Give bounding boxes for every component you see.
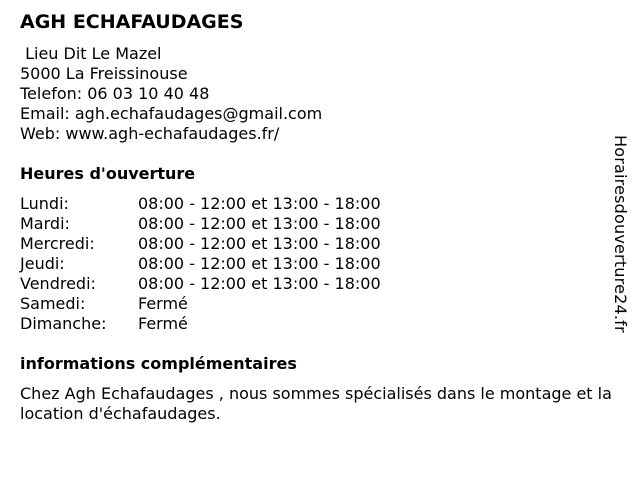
hours-row-wednesday — [20, 234, 381, 254]
hours-row-saturday — [20, 294, 381, 314]
day-label: Vendredi: — [20, 274, 96, 293]
hours-table — [20, 194, 381, 334]
day-label: Dimanche: — [20, 314, 107, 333]
hours-row-friday — [20, 274, 381, 294]
day-label: Jeudi: — [20, 254, 65, 273]
hours-row-monday — [20, 194, 381, 214]
hours-row-thursday — [20, 254, 381, 274]
hours-row-tuesday — [20, 214, 381, 234]
hours-row-sunday — [20, 314, 381, 334]
hours-heading: Heures d'ouverture — [20, 164, 196, 183]
business-name: AGH ECHAFAUDAGES — [20, 11, 244, 33]
time-value: 08:00 - 12:00 et 13:00 - 18:00 — [138, 194, 381, 213]
info-heading: informations complémentaires — [20, 354, 297, 373]
time-value: Fermé — [138, 314, 188, 333]
site-watermark: Horairesdouverture24.fr — [611, 135, 630, 333]
day-label: Samedi: — [20, 294, 86, 313]
time-value: 08:00 - 12:00 et 13:00 - 18:00 — [138, 234, 381, 253]
time-value: 08:00 - 12:00 et 13:00 - 18:00 — [138, 214, 381, 233]
email-text: Email: agh.echafaudages@gmail.com — [20, 104, 323, 123]
time-value: 08:00 - 12:00 et 13:00 - 18:00 — [138, 274, 381, 293]
day-label: Mardi: — [20, 214, 70, 233]
contact-block — [20, 44, 322, 144]
info-text: Chez Agh Echafaudages , nous sommes spécialisés dans le montage et la location d'échafaudages. — [20, 384, 612, 423]
phone-text: Telefon: 06 03 10 40 48 — [20, 84, 210, 103]
address-line-1: Lieu Dit Le Mazel — [20, 44, 162, 63]
time-value: Fermé — [138, 294, 188, 313]
day-label: Lundi: — [20, 194, 69, 213]
address-line-2: 5000 La Freissinouse — [20, 64, 188, 83]
day-label: Mercredi: — [20, 234, 95, 253]
web-text: Web: www.agh-echafaudages.fr/ — [20, 124, 280, 143]
time-value: 08:00 - 12:00 et 13:00 - 18:00 — [138, 254, 381, 273]
